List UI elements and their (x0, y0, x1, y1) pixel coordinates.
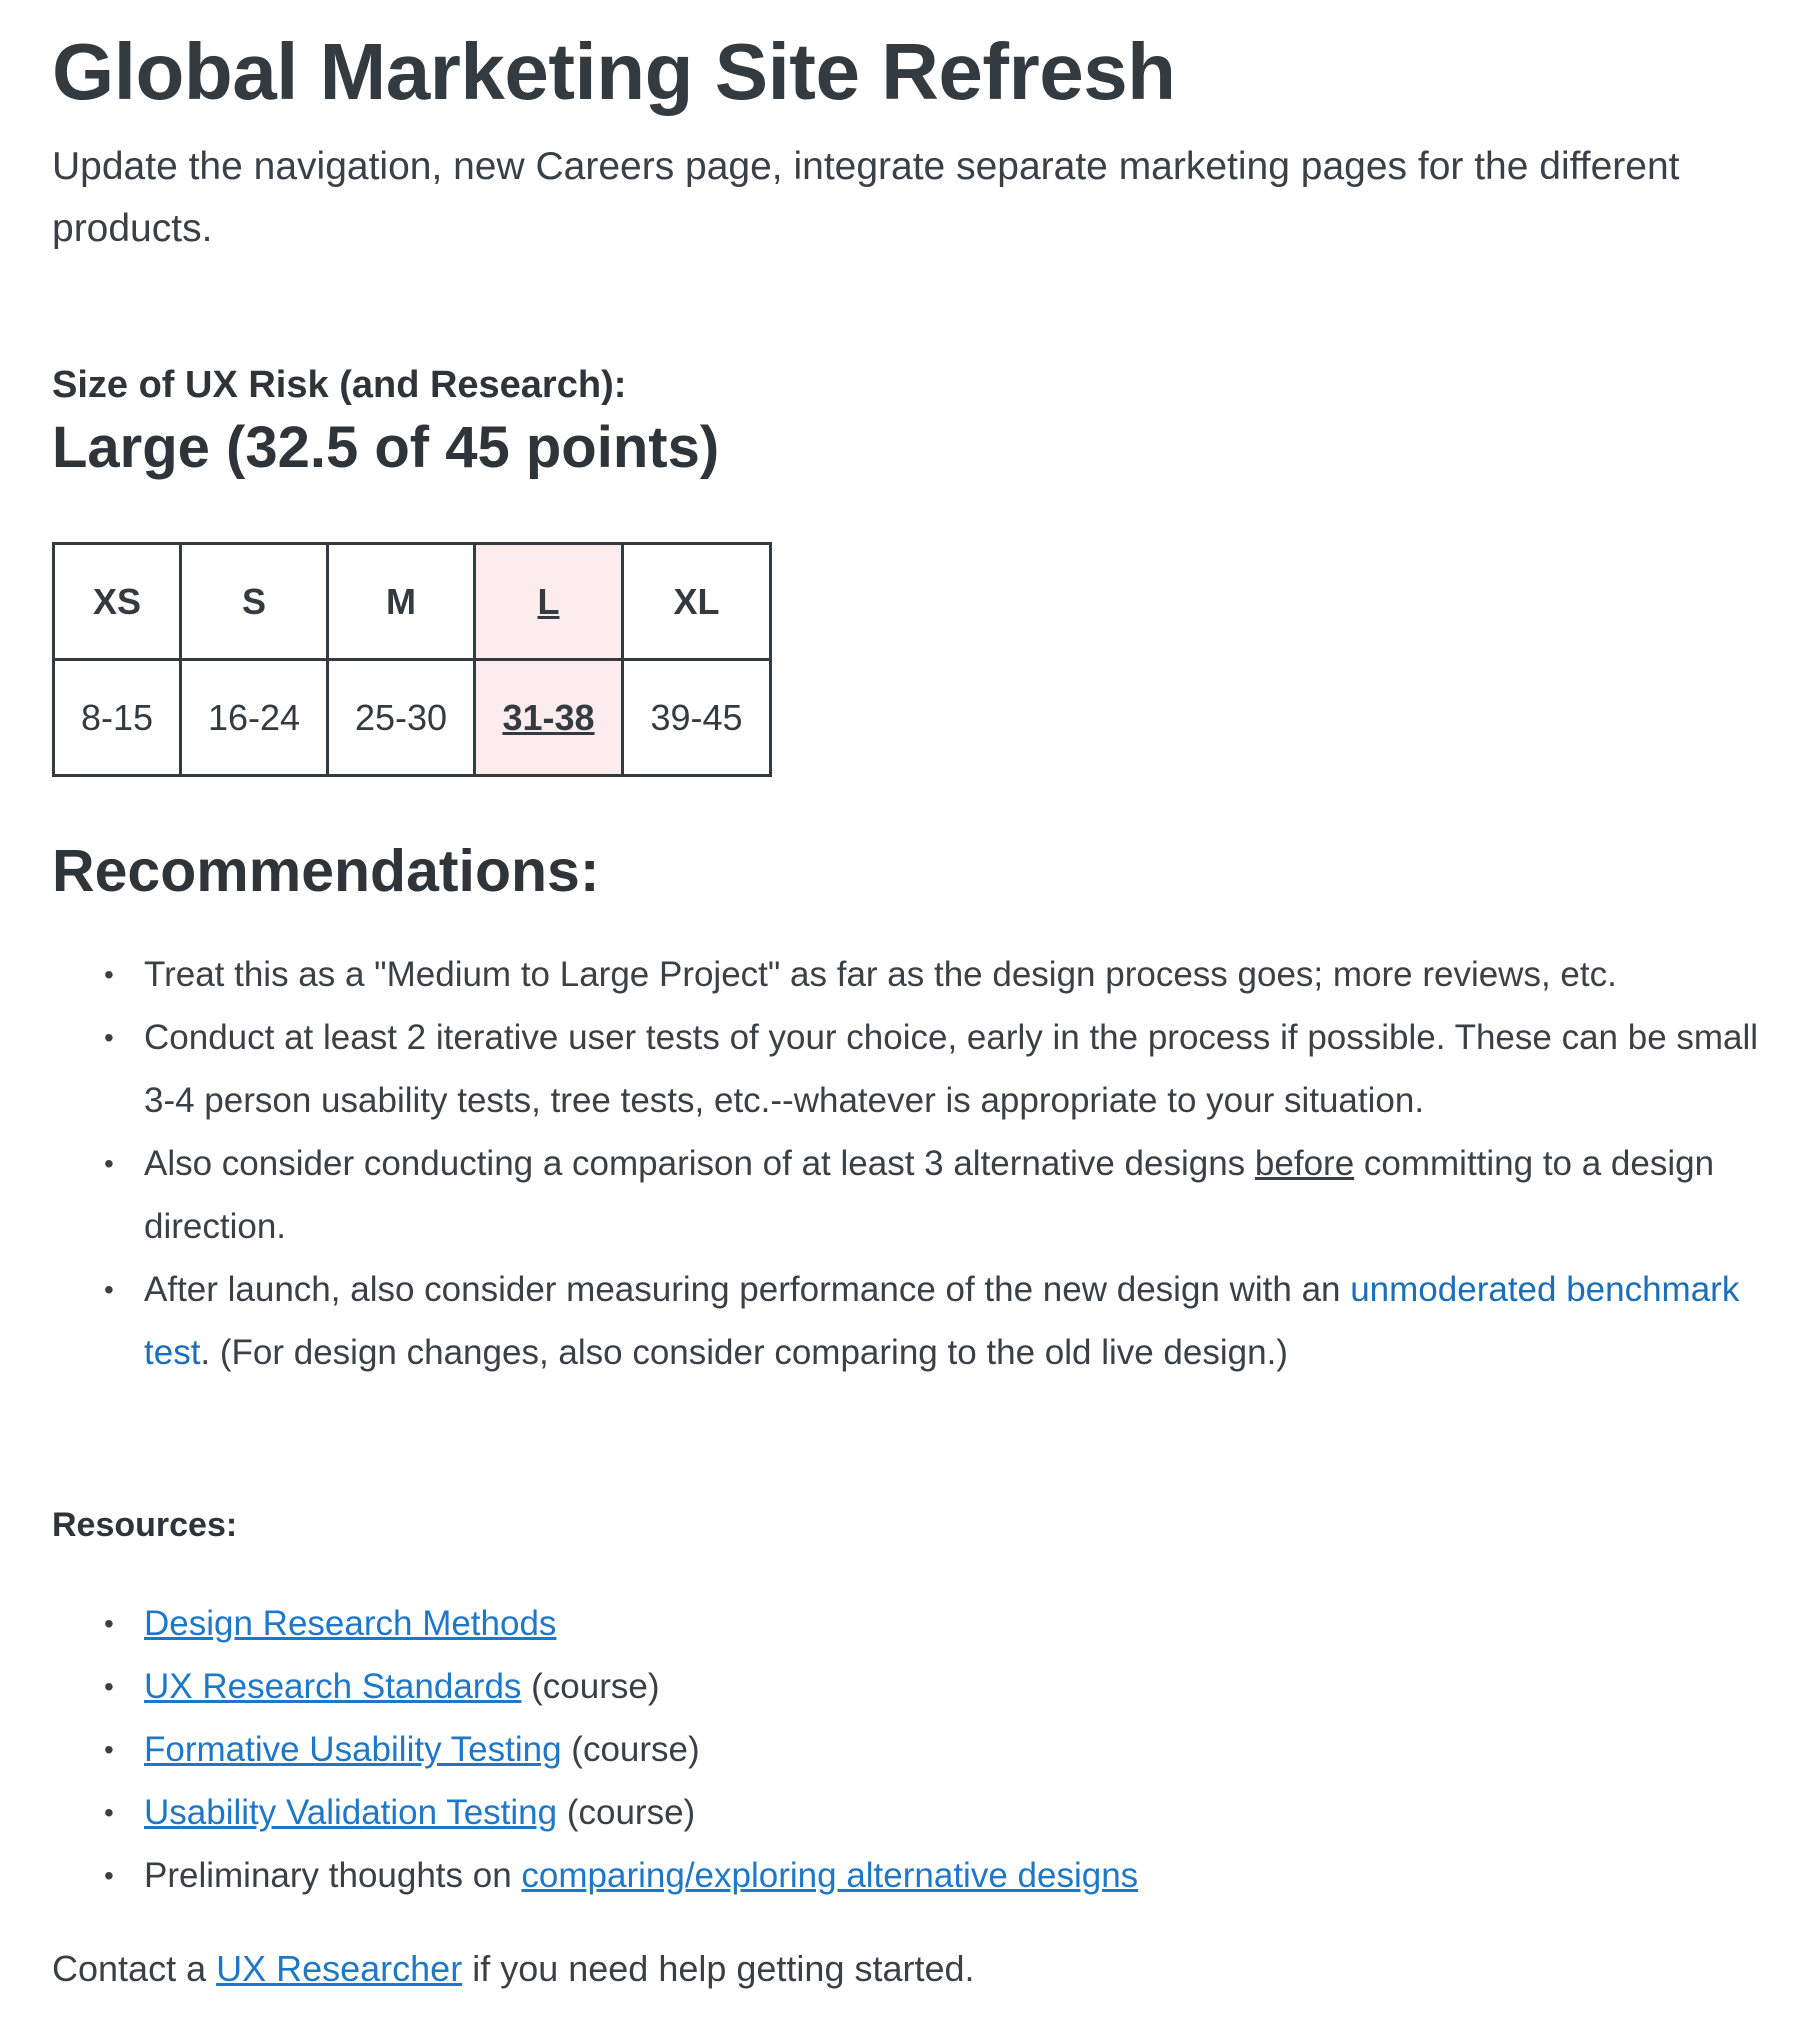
size-table-range-row (54, 660, 771, 776)
list-item-text: Treat this as a "Medium to Large Project" as far as the design process goes; more reviews, etc. (144, 955, 1617, 994)
contact-line (52, 1939, 1752, 1999)
list-item (144, 1781, 1752, 1844)
list-item-text: . (For design changes, also consider comparing to the old live design.) (200, 1333, 1288, 1372)
contact-text: if you need help getting started. (462, 1948, 975, 1989)
resources-heading: Resources: (52, 1506, 238, 1544)
unmoderated-benchmark-link[interactable]: unmoderated benchmark test (144, 1270, 1740, 1372)
document-body (52, 22, 1759, 1999)
size-cell: XL (623, 544, 771, 660)
usability-validation-testing-link[interactable]: Usability Validation Testing (144, 1793, 558, 1832)
emphasis-before: before (1254, 1144, 1355, 1183)
list-item (144, 1258, 1784, 1384)
list-item-text: (course) (561, 1730, 700, 1769)
size-cell: M (328, 544, 475, 660)
resources-list (52, 1592, 1752, 1907)
size-table (52, 542, 772, 777)
range-cell: 25-30 (328, 660, 475, 776)
list-item (144, 1006, 1784, 1132)
recommendations-list (52, 943, 1784, 1384)
ux-research-standards-link[interactable]: UX Research Standards (144, 1667, 522, 1706)
formative-usability-testing-link[interactable]: Formative Usability Testing (144, 1730, 562, 1769)
contact-text: Contact a (52, 1948, 217, 1989)
alternative-designs-link[interactable]: comparing/exploring alternative designs (521, 1856, 1139, 1895)
range-cell-active: 31-38 (475, 660, 623, 776)
range-cell: 8-15 (54, 660, 181, 776)
size-cell: XS (54, 544, 181, 660)
list-item-text: committing to a design direction. (144, 1144, 1715, 1246)
list-item-text: Also consider conducting a comparison of at least 3 alternative designs (144, 1144, 1255, 1183)
list-item-text: (course) (521, 1667, 660, 1706)
list-item (144, 1655, 1752, 1718)
list-item (144, 1718, 1752, 1781)
size-cell-active: L (475, 544, 623, 660)
range-cell: 16-24 (181, 660, 328, 776)
recommendations-heading: Recommendations: (52, 838, 600, 904)
list-item (144, 1592, 1752, 1655)
list-item (144, 1132, 1784, 1258)
design-research-methods-link[interactable]: Design Research Methods (144, 1604, 557, 1643)
list-item-text: (course) (557, 1793, 696, 1832)
risk-label: Size of UX Risk (and Research): (52, 364, 627, 406)
ux-researcher-link[interactable]: UX Researcher (216, 1948, 463, 1989)
size-table-header-row (54, 544, 771, 660)
range-cell: 39-45 (623, 660, 771, 776)
list-item-text: Conduct at least 2 iterative user tests of your choice, early in the process if possible. These can be small 3-4 person usability tests, tree tests, etc.--whatever is appropriate to your situation. (144, 1018, 1759, 1120)
page-subtitle: Update the navigation, new Careers page, integrate separate marketing pages for the different products. (52, 145, 1680, 250)
page-title: Global Marketing Site Refresh (52, 27, 1176, 116)
list-item (144, 943, 1784, 1006)
size-cell: S (181, 544, 328, 660)
list-item-text: After launch, also consider measuring performance of the new design with an (144, 1270, 1351, 1309)
list-item (144, 1844, 1752, 1907)
risk-value: Large (32.5 of 45 points) (52, 415, 720, 480)
list-item-text: Preliminary thoughts on (144, 1856, 522, 1895)
